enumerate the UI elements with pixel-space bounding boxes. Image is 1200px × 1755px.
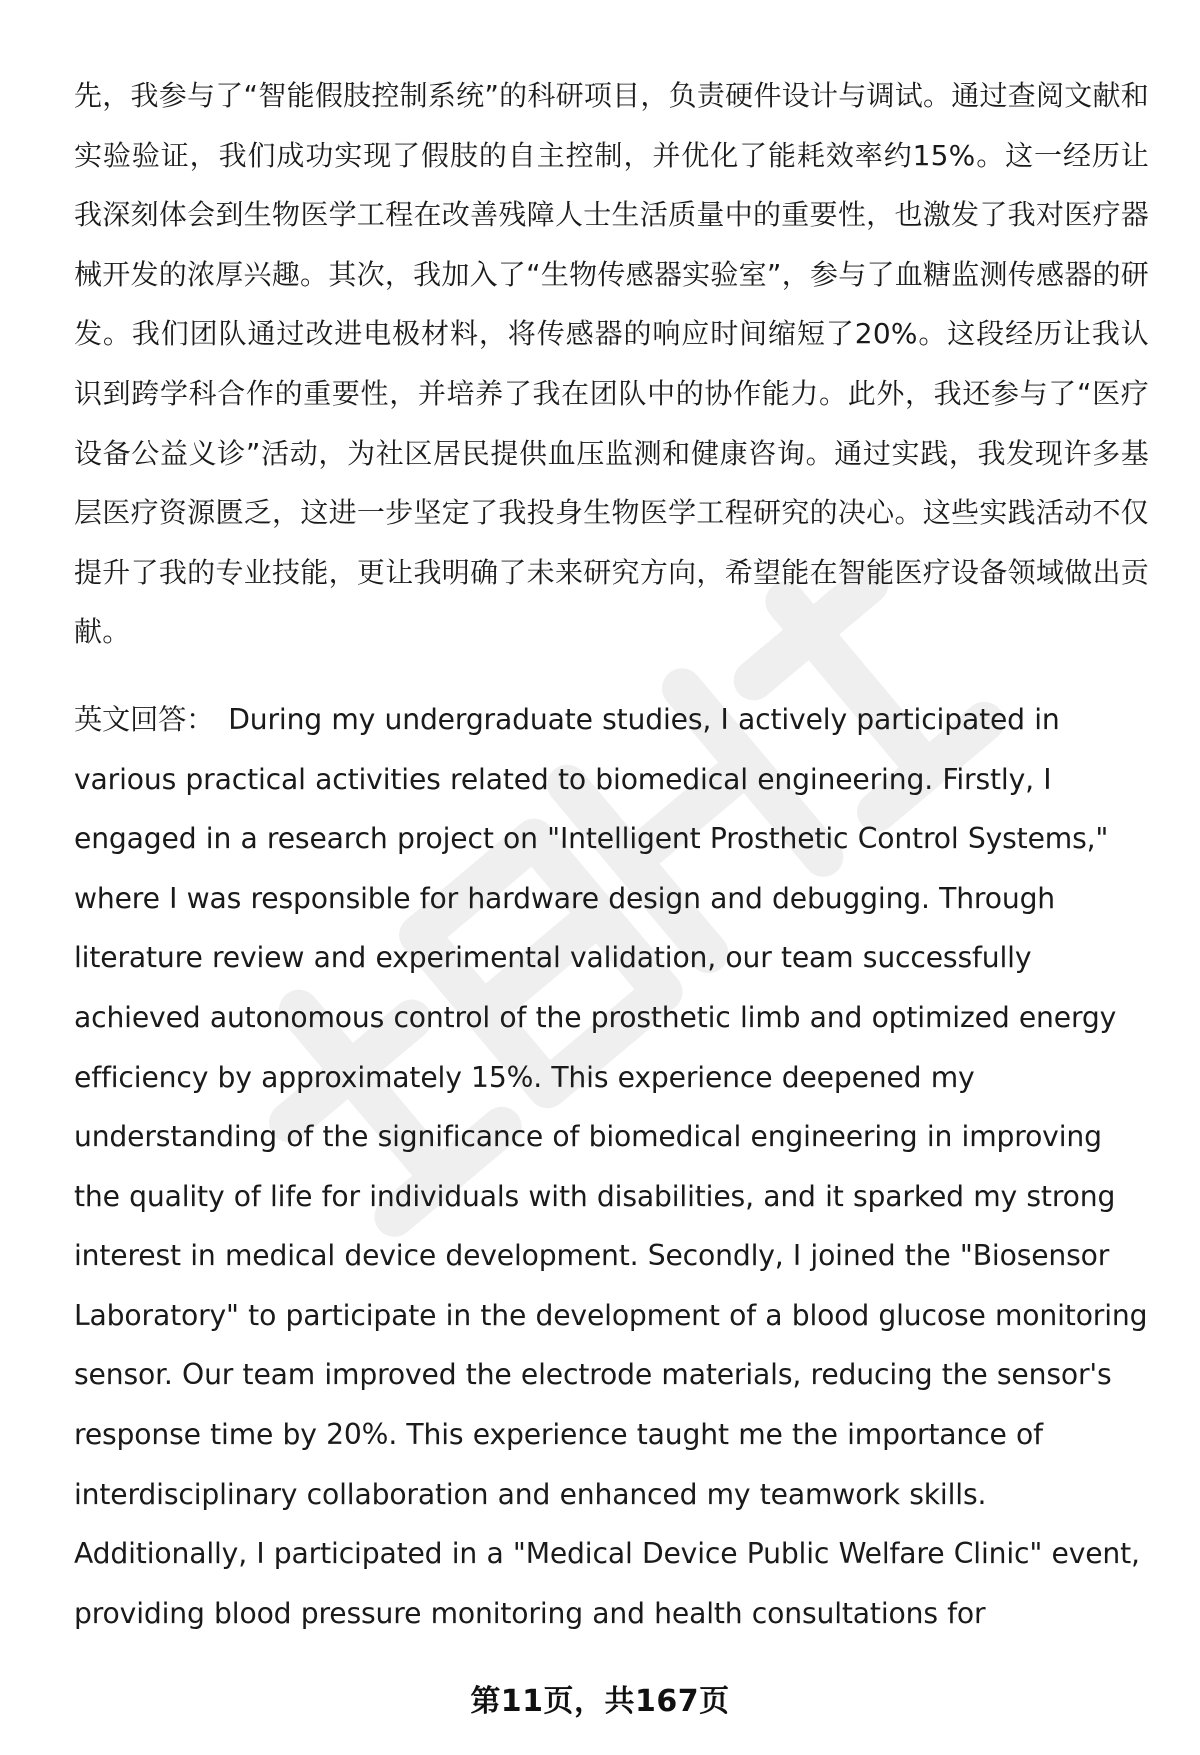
page-number-footer: 第11页，共167页 (470, 1684, 730, 1719)
english-answer-label: 英文回答： (74, 702, 215, 736)
document-body (74, 66, 1149, 1643)
english-answer-text: During my undergraduate studies, I actively participated in various practical activities related to biomedical engineering. Firstly, I engaged in a research project on "Intelligent Prosthetic Control Systems," where I was responsible for hardware design and debugging. Through literature review and experimental validation, our team successfully achieved autonomous control of the prosthetic limb and optimized energy efficiency by approximately 15%. This experience deepened my understanding of the significance of biomedical engineering in improving the quality of life for individuals with disabilities, and it sparked my strong interest in medical device development. Secondly, I joined the "Biosensor Laboratory" to participate in the development of a blood glucose monitoring sensor. Our team improved the electrode materials, reducing the sensor's response time by 20%. This experience taught me the importance of interdisciplinary collaboration and enhanced my teamwork skills. Additionally, I participated in a "Medical Device Public Welfare Clinic" event, providing blood pressure monitoring and health consultations for (74, 702, 1148, 1630)
chinese-answer-paragraph: 先，我参与了“智能假肢控制系统”的科研项目，负责硬件设计与调试。通过查阅文献和实验验证，我们成功实现了假肢的自主控制，并优化了能耗效率约15%。这一经历让我深刻体会到生物医学工程在改善残障人士生活质量中的重要性，也激发了我对医疗器械开发的浓厚兴趣。其次，我加入了“生物传感器实验室”，参与了血糖监测传感器的研发。我们团队通过改进电极材料，将传感器的响应时间缩短了20%。这段经历让我认识到跨学科合作的重要性，并培养了我在团队中的协作能力。此外，我还参与了“医疗设备公益义诊”活动，为社区居民提供血压监测和健康咨询。通过实践，我发现许多基层医疗资源匮乏，这进一步坚定了我投身生物医学工程研究的决心。这些实践活动不仅提升了我的专业技能，更让我明确了未来研究方向，希望能在智能医疗设备领域做出贡献。 (74, 79, 1149, 649)
english-answer-paragraph (74, 690, 1149, 1644)
